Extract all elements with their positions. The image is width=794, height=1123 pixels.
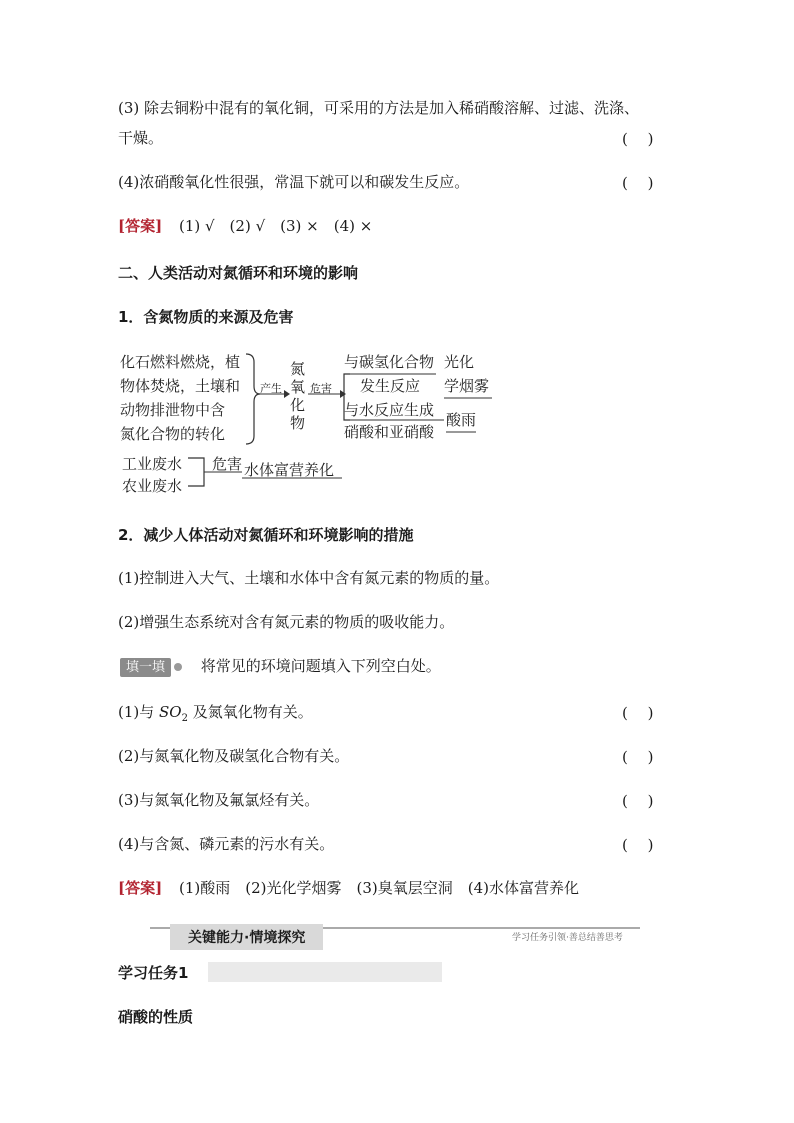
q3-line1: (3) 除去铜粉中混有的氧化铜，可采用的方法是加入稀硝酸溶解、过滤、洗涤、 [118,99,640,117]
fill-question-4: (4)与含氮、磷元素的污水有关。 [118,835,335,853]
source-line-3: 动物排泄物中含 [120,401,226,419]
fill-in-badge: 填一填 [120,658,171,677]
arrow-produce-label: 产生 [260,382,282,395]
section-header-side: 学习任务引领·善总结善思考 [512,933,623,943]
section-2-title: 二、人类活动对氮循环和环境的影响 [118,264,359,282]
fq1-subscript: 2 [181,713,188,724]
task-title-bar [208,962,442,982]
answer-tag-2: [答案] [118,879,163,897]
source-line-4: 氮化合物的转化 [120,425,226,443]
fill-question-2: (2)与氮氧化物及碳氢化合物有关。 [118,747,350,765]
center-char-3: 化 [290,396,306,414]
water-result: 水体富营养化 [244,461,335,479]
measure-1: (1)控制进入大气、土壤和水体中含有氮元素的物质的量。 [118,569,500,587]
answer-text-2: (1)酸雨 (2)光化学烟雾 (3)臭氧层空洞 (4)水体富营养化 [178,879,579,897]
branch1-top: 与碳氢化合物 [344,353,435,371]
q3-line2: 干燥。 [118,129,164,147]
water-harm-label: 危害 [212,455,243,473]
subsection-1-title: 1．含氮物质的来源及危害 [118,308,294,326]
center-char-1: 氮 [290,360,306,378]
answer-tag: [答案] [118,217,163,235]
branch2-result: 酸雨 [446,411,477,429]
water-source-2: 农业废水 [122,477,183,495]
fill-question-3: (3)与氮氧化物及氟氯烃有关。 [118,791,320,809]
fill-question-1 [118,702,313,729]
answer-block-2 [118,878,579,898]
branch2-bottom: 硝酸和亚硝酸 [344,423,435,441]
fq2-answer-blank[interactable]: ( ) [622,748,654,766]
fq1-formula: SO [159,703,182,721]
water-source-1: 工业废水 [122,455,183,473]
center-char-4: 物 [290,414,306,432]
source-line-1: 化石燃料燃烧，植 [120,353,241,371]
measure-2: (2)增强生态系统对含有氮元素的物质的吸收能力。 [118,613,455,631]
branch2-top: 与水反应生成 [344,401,435,419]
fq1-pre: (1)与 [118,703,160,721]
fq1-answer-blank[interactable]: ( ) [622,704,654,722]
fq4-answer-blank[interactable]: ( ) [622,836,654,854]
fq1-post: 及氮氧化物有关。 [187,703,313,721]
q4-text: (4)浓硝酸氧化性很强，常温下就可以和碳发生反应。 [118,173,470,191]
branch1-result-bottom: 学烟雾 [444,377,490,395]
answer-text: (1) √ (2) √ (3) × (4) × [178,217,373,235]
subsection-2-title: 2．减少人体活动对氮循环和环境影响的措施 [118,526,414,544]
center-char-2: 氧 [290,378,306,396]
arrow-harm-label: 危害 [310,382,332,395]
section-header-label: 关键能力·情境探究 [170,924,323,950]
nitrogen-diagram [118,350,518,500]
answer-block-1 [118,216,372,236]
fq3-answer-blank[interactable]: ( ) [622,792,654,810]
task-subtitle: 硝酸的性质 [118,1008,194,1026]
fill-in-prompt: 将常见的环境问题填入下列空白处。 [200,657,441,675]
task-title: 学习任务1 [118,964,189,982]
q3-answer-blank[interactable]: ( ) [622,130,654,148]
badge-dot-icon [174,663,182,671]
branch1-result-top: 光化 [444,353,475,371]
nitrogen-oxide-label [290,360,305,432]
q4-answer-blank[interactable]: ( ) [622,174,654,192]
source-line-2: 物体焚烧，土壤和 [120,377,241,395]
fill-in-header [120,656,441,678]
branch1-bottom: 发生反应 [360,377,421,395]
